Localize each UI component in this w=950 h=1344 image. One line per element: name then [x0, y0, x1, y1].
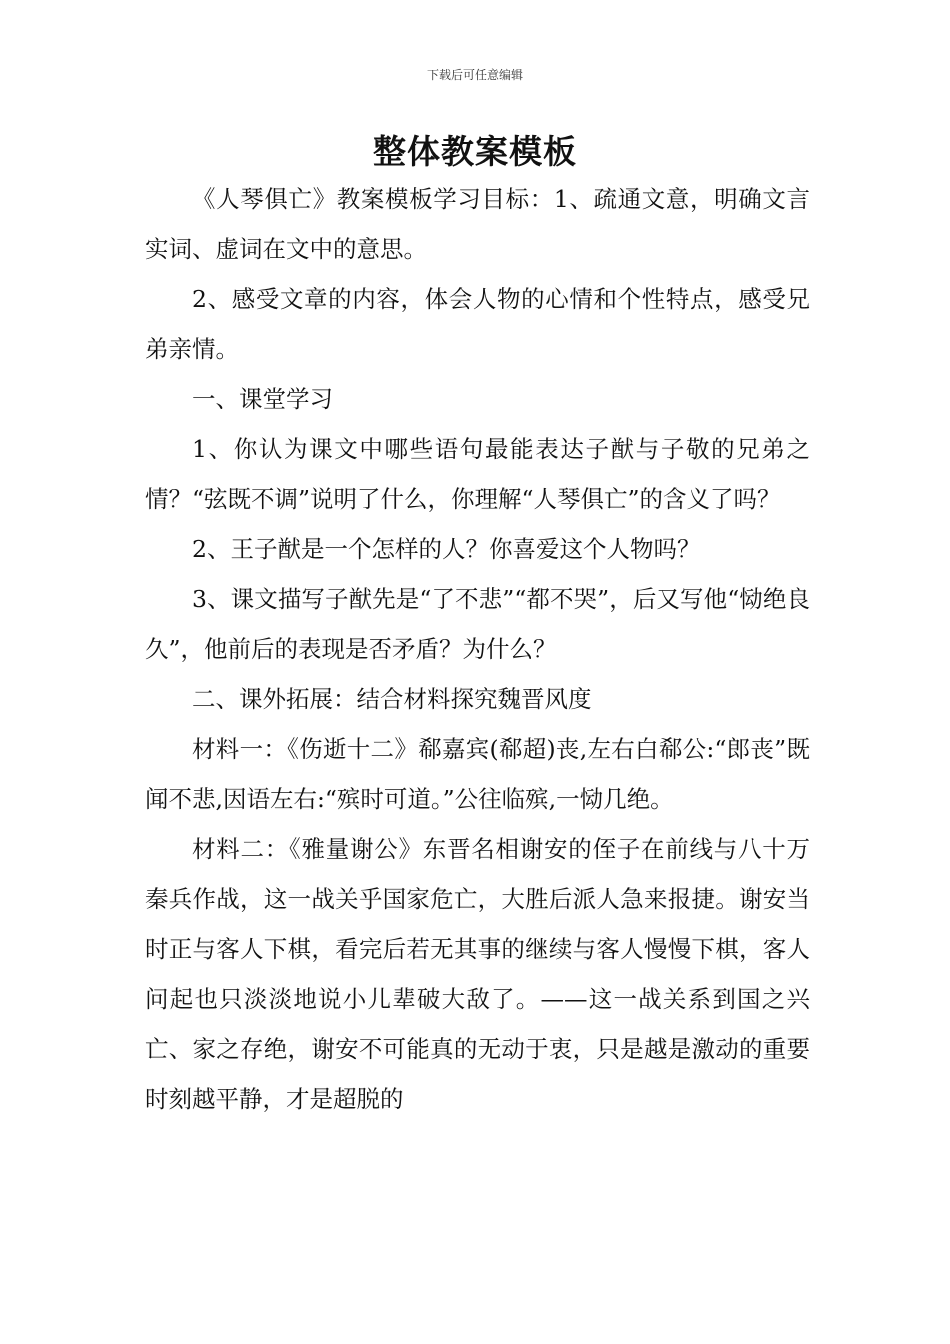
document-body [145, 174, 810, 1124]
material-2: 材料二：《雅量谢公》东晋名相谢安的侄子在前线与八十万秦兵作战，这一战关乎国家危亡，大胜后派人急来报捷。谢安当时正与客人下棋，看完后若无其事的继续与客人慢慢下棋，客人问起也只淡淡地说小儿辈破大敌了。——这一战关系到国之兴亡、家之存绝，谢安不可能真的无动于衷，只是越是激动的重要时刻越平静，才是超脱的 [145, 835, 810, 1113]
paragraph-learning-goal-1: 《人琴俱亡》教案模板学习目标：1、疏通文意，明确文言实词、虚词在文中的意思。 [145, 185, 810, 263]
question-2: 2、王子猷是一个怎样的人？你喜爱这个人物吗？ [192, 535, 701, 563]
paragraph-learning-goal-2: 2、感受文章的内容，体会人物的心情和个性特点，感受兄弟亲情。 [145, 285, 810, 363]
question-1: 1、你认为课文中哪些语句最能表达子猷与子敬的兄弟之情？“弦既不调”说明了什么，你理解“人琴俱亡”的含义了吗？ [145, 435, 810, 513]
material-1: 材料一：《伤逝十二》郗嘉宾(郗超)丧,左右白郗公:“郎丧”既闻不悲,因语左右:“殡时可道。”公往临殡,一恸几绝。 [145, 735, 810, 813]
header-note: 下载后可任意编辑 [426, 68, 523, 82]
document-title: 整体教案模板 [373, 132, 577, 171]
question-3: 3、课文描写子猷先是“了不悲”“都不哭”，后又写他“恸绝良久”，他前后的表现是否矛盾？为什么？ [145, 585, 810, 663]
section-heading-class-study: 一、课堂学习 [192, 385, 333, 413]
section-heading-extension: 二、课外拓展：结合材料探究魏晋风度 [192, 685, 592, 713]
